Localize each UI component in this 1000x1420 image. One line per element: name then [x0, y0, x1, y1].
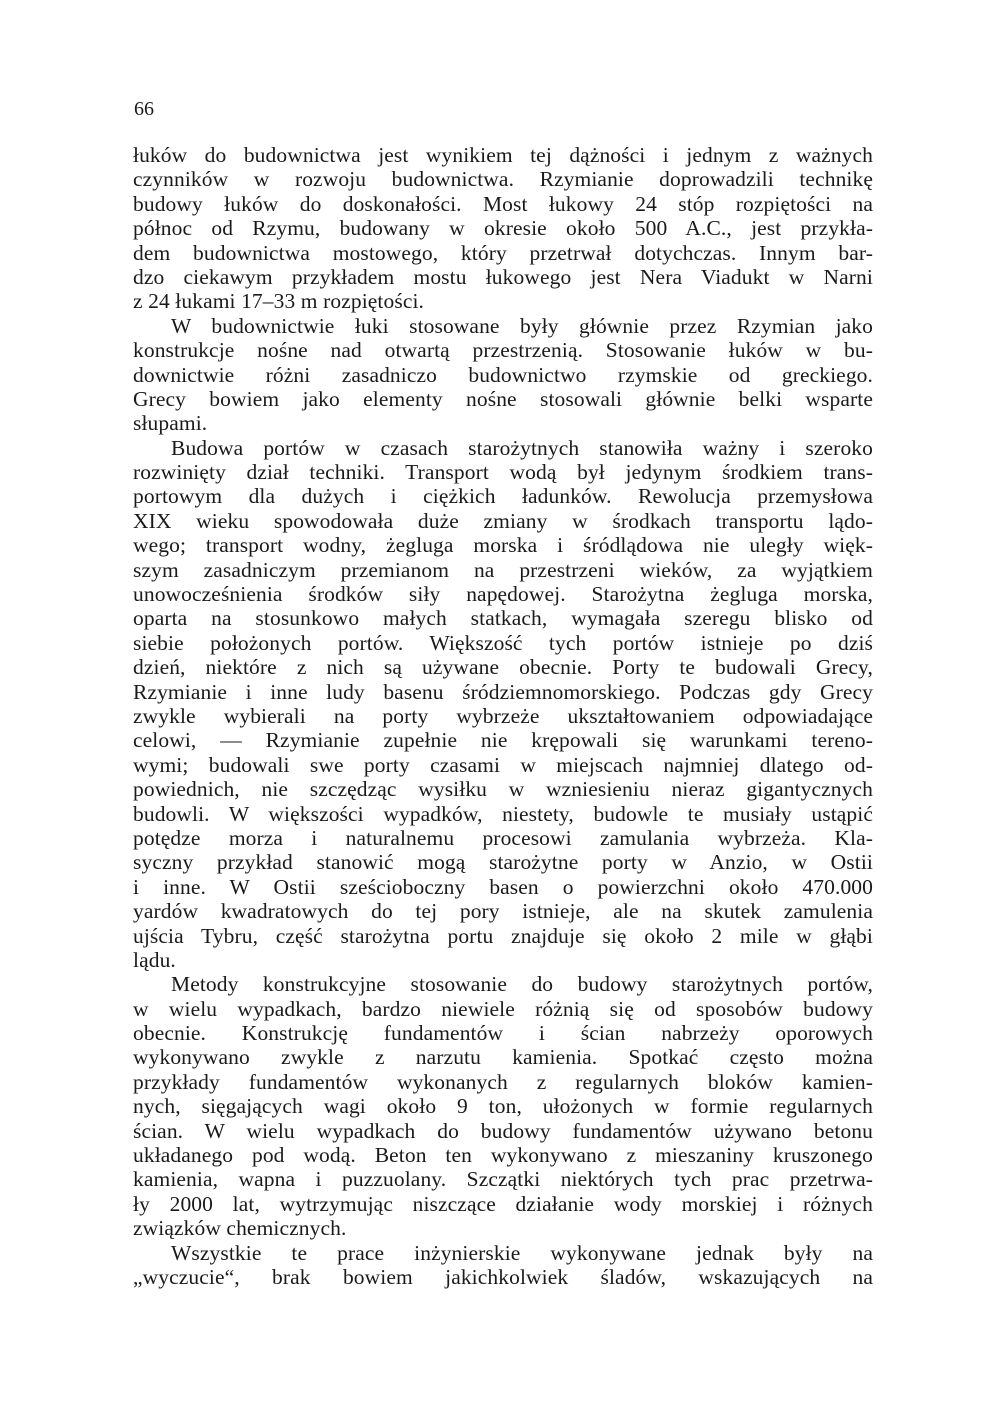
page-number: 66: [134, 98, 154, 120]
text-line: W budownictwie łuki stosowane były głównie przez Rzymian jako: [171, 313, 873, 338]
text-line: budowy łuków do doskonałości. Most łukowy 24 stóp rozpiętości na: [133, 191, 873, 216]
text-line: w wielu wypadkach, bardzo niewiele różnią się od sposobów budowy: [133, 996, 873, 1021]
text-line: słupami.: [133, 411, 208, 436]
text-line: konstrukcje nośne nad otwartą przestrzenią. Stosowanie łuków w bu-: [133, 338, 873, 363]
paragraph: [133, 972, 873, 1240]
text-line: dzo ciekawym przykładem mostu łukowego jest Nera Viadukt w Narni: [133, 264, 873, 289]
paragraph: [133, 314, 873, 436]
text-line: rozwinięty dział techniki. Transport wodą był jedynym środkiem trans-: [133, 460, 873, 485]
text-line: czynników w rozwoju budownictwa. Rzymianie doprowadzili technikę: [133, 167, 873, 192]
text-line: wego; transport wodny, żegluga morska i śródlądowa nie uległy więk-: [133, 533, 873, 558]
text-line: Wszystkie te prace inżynierskie wykonywane jednak były na: [171, 1240, 873, 1265]
text-line: Metody konstrukcyjne stosowanie do budowy starożytnych portów,: [171, 972, 873, 997]
text-line: potędze morza i naturalnemu procesowi zamulania wybrzeża. Kla-: [133, 825, 873, 850]
text-line: szym zasadniczym przemianom na przestrzeni wieków, za wyjątkiem: [133, 557, 873, 582]
text-line: dzień, niektóre z nich są używane obecnie. Porty te budowali Grecy,: [133, 655, 873, 680]
text-line: siebie położonych portów. Większość tych portów istnieje po dziś: [133, 630, 873, 655]
text-line: „wyczucie“, brak bowiem jakichkolwiek śladów, wskazujących na: [133, 1264, 873, 1289]
paragraph: [133, 1241, 873, 1290]
text-line: portowym dla dużych i ciężkich ładunków. Rewolucja przemysłowa: [133, 484, 873, 509]
text-line: nych, sięgających wagi około 9 ton, ułożonych w formie regularnych: [133, 1094, 873, 1119]
text-line: północ od Rzymu, budowany w okresie około 500 A.C., jest przykła-: [133, 216, 873, 241]
text-line: łuków do budownictwa jest wynikiem tej dążności i jednym z ważnych: [133, 143, 873, 167]
text-line: z 24 łukami 17–33 m rozpiętości.: [133, 289, 425, 314]
text-line: ujścia Tybru, część starożytna portu znajduje się około 2 mile w głąbi: [133, 923, 873, 948]
text-line: obecnie. Konstrukcję fundamentów i ścian nabrzeży oporowych: [133, 1021, 873, 1046]
text-line: Rzymianie i inne ludy basenu śródziemnomorskiego. Podczas gdy Grecy: [133, 679, 873, 704]
text-line: downictwie różni zasadniczo budownictwo rzymskie od greckiego.: [133, 362, 873, 387]
text-line: zwykle wybierali na porty wybrzeże ukształtowaniem odpowiadające: [133, 703, 873, 728]
text-line: ły 2000 lat, wytrzymując niszczące działanie wody morskiej i różnych: [133, 1191, 873, 1216]
text-line: związków chemicznych.: [133, 1216, 347, 1241]
text-line: Grecy bowiem jako elementy nośne stosowali głównie belki wsparte: [133, 386, 873, 411]
text-line: lądu.: [133, 947, 176, 972]
text-line: budowli. W większości wypadków, niestety, budowle te musiały ustąpić: [133, 801, 873, 826]
text-line: wykonywano zwykle z narzutu kamienia. Spotkać często można: [133, 1045, 873, 1070]
text-line: przykłady fundamentów wykonanych z regularnych bloków kamien-: [133, 1069, 873, 1094]
text-line: i inne. W Ostii sześcioboczny basen o powierzchni około 470.000: [133, 874, 873, 899]
text-line: XIX wieku spowodowała duże zmiany w środkach transportu lądo-: [133, 508, 873, 533]
text-line: celowi, — Rzymianie zupełnie nie krępowali się warunkami tereno-: [133, 728, 873, 753]
text-line: kamienia, wapna i puzzuolany. Szczątki niektórych tych prac przetrwa-: [133, 1167, 873, 1192]
body-text: [133, 143, 873, 1289]
text-line: wymi; budowali swe porty czasami w miejscach najmniej dlatego od-: [133, 752, 873, 777]
paragraph: [133, 436, 873, 973]
text-line: yardów kwadratowych do tej pory istnieje, ale na skutek zamulenia: [133, 899, 873, 924]
paragraph: [133, 143, 873, 314]
text-line: oparta na stosunkowo małych statkach, wymagała szeregu blisko od: [133, 606, 873, 631]
text-line: syczny przykład stanowić mogą starożytne porty w Anzio, w Ostii: [133, 850, 873, 875]
text-line: Budowa portów w czasach starożytnych stanowiła ważny i szeroko: [171, 435, 873, 460]
text-line: układanego pod wodą. Beton ten wykonywano z mieszaniny kruszonego: [133, 1143, 873, 1168]
text-line: powiednich, nie szczędząc wysiłku w wzniesieniu nieraz gigantycznych: [133, 777, 873, 802]
text-line: unowocześnienia środków siły napędowej. Starożytna żegluga morska,: [133, 582, 873, 607]
text-line: dem budownictwa mostowego, który przetrwał dotychczas. Innym bar-: [133, 240, 873, 265]
text-line: ścian. W wielu wypadkach do budowy fundamentów używano betonu: [133, 1118, 873, 1143]
